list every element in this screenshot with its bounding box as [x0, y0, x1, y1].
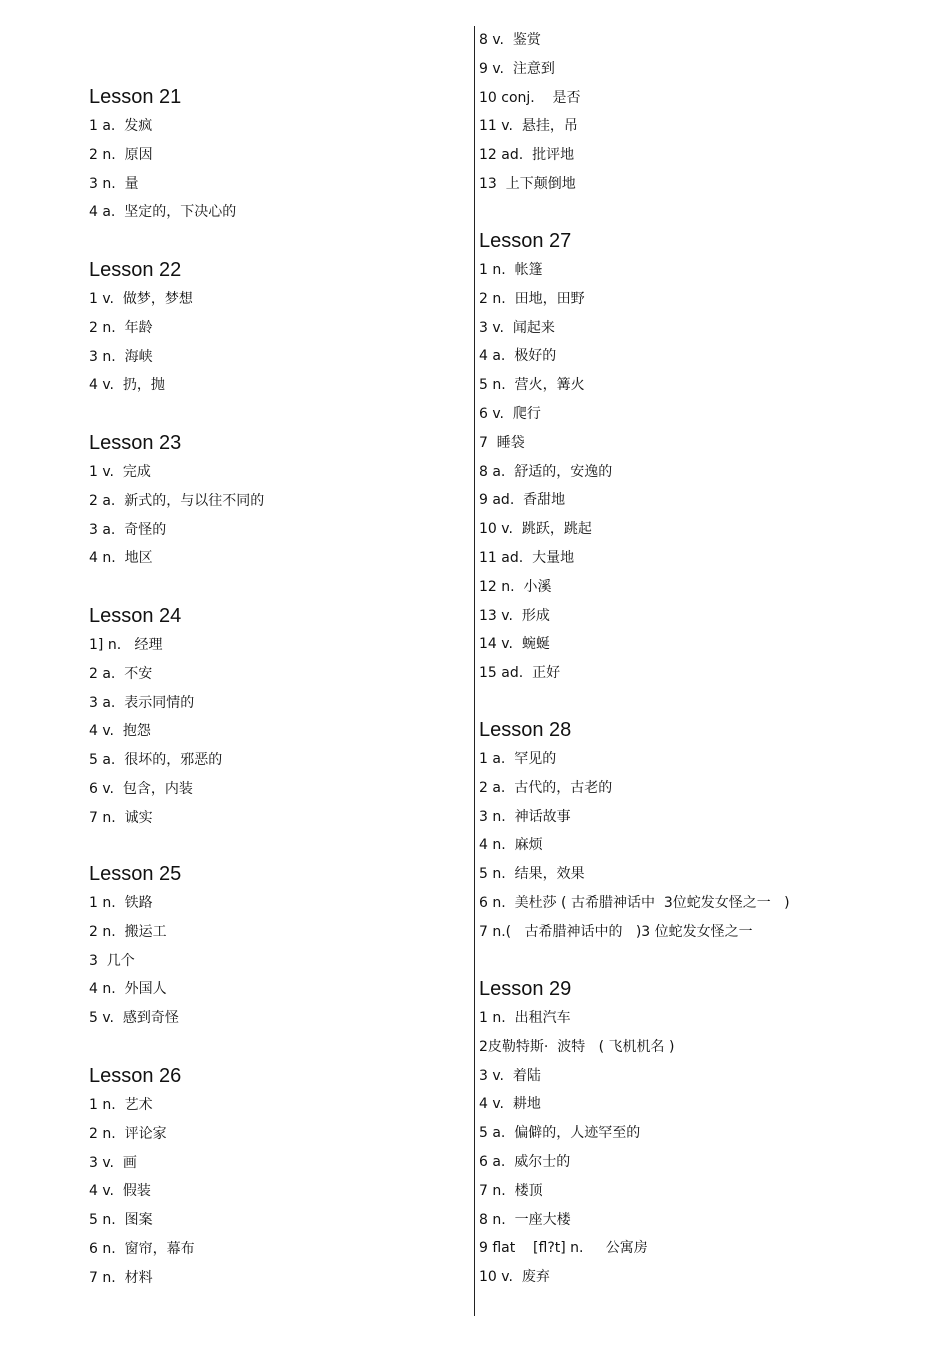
vocab-entry: 4 n. 麻烦	[479, 837, 543, 854]
vocab-entry: 9 ad. 香甜地	[479, 492, 566, 509]
lesson-block	[89, 1062, 195, 1293]
vocab-entry: 8 a. 舒适的，安逸的	[479, 463, 613, 480]
lesson-title: Lesson 26	[89, 1065, 182, 1087]
vocab-entry: 4 a. 坚定的，下决心的	[89, 204, 237, 221]
vocab-entry: 15 ad. 正好	[479, 665, 561, 682]
vocab-entry: 10 conj. 是否	[479, 89, 581, 106]
lesson-block	[479, 975, 674, 1292]
vocab-entry: 5 n. 结果，效果	[479, 866, 585, 883]
lesson-block	[479, 716, 790, 947]
vocab-entry: 7 睡袋	[479, 434, 525, 451]
vocab-entry: 7 n. 材料	[89, 1269, 153, 1286]
vocab-entry: 4 v. 耕地	[479, 1096, 541, 1113]
vocab-entry: 7 n. 诚实	[89, 809, 153, 826]
vocab-entry: 1 v. 完成	[89, 464, 151, 480]
vocab-entry: 7 n. 楼顶	[479, 1182, 543, 1199]
vocab-entry: 3 v. 闻起来	[479, 319, 555, 336]
vocab-entry: 13 v. 形成	[479, 607, 550, 624]
vocab-entry: 5 v. 感到奇怪	[89, 1010, 179, 1027]
vocab-entry: 4 v. 抱怨	[89, 723, 151, 740]
vocab-entry: 1 n. 帐篷	[479, 262, 543, 278]
lesson-block	[89, 83, 236, 227]
lesson-title: Lesson 25	[89, 863, 182, 885]
vocab-entry: 5 a. 很坏的，邪恶的	[89, 752, 223, 769]
column-divider	[474, 26, 475, 1316]
vocab-entry: 2 a. 不安	[89, 665, 153, 682]
vocab-entry: 4 n. 外国人	[89, 981, 167, 998]
vocab-entry: 1] n. 经理	[89, 637, 163, 653]
lesson-title: Lesson 27	[479, 230, 572, 252]
lesson-title: Lesson 22	[89, 259, 182, 281]
lesson-title: Lesson 21	[89, 86, 182, 108]
vocab-entry: 11 v. 悬挂，吊	[479, 118, 578, 135]
vocab-entry: 4 n. 地区	[89, 550, 153, 567]
vocab-entry: 2 a. 新式的，与以往不同的	[89, 492, 265, 509]
vocab-entry: 3 n. 神话故事	[479, 808, 571, 825]
lesson-block	[479, 227, 612, 688]
vocab-entry: 9 v. 注意到	[479, 60, 555, 77]
vocab-entry: 6 n. 美杜莎 ( 古希腊神话中 3位蛇发女怪之一 )	[479, 894, 790, 911]
lesson-title: Lesson 23	[89, 432, 182, 454]
vocab-entry: 11 ad. 大量地	[479, 549, 575, 566]
vocab-entry: 1 n. 出租汽车	[479, 1010, 571, 1026]
vocab-entry: 8 n. 一座大楼	[479, 1211, 571, 1228]
vocab-entry: 10 v. 跳跃，跳起	[479, 521, 592, 538]
vocab-entry: 13 上下颠倒地	[479, 175, 576, 192]
vocab-entry: 6 v. 爬行	[479, 405, 541, 422]
vocab-entry: 3 a. 表示同情的	[89, 694, 195, 711]
vocab-entry: 2 n. 原因	[89, 146, 153, 163]
vocab-entry: 1 n. 艺术	[89, 1097, 153, 1113]
lesson-title: Lesson 24	[89, 605, 182, 627]
vocab-entry: 5 n. 图案	[89, 1212, 153, 1229]
vocab-entry: 8 v. 鉴赏	[479, 32, 541, 48]
vocab-entry: 6 a. 威尔士的	[479, 1153, 571, 1170]
vocab-entry: 9 flat [fl?t] n. 公寓房	[479, 1240, 648, 1257]
vocab-entry: 1 a. 罕见的	[479, 751, 557, 767]
lesson-title: Lesson 29	[479, 978, 572, 1000]
vocab-entry: 12 ad. 批评地	[479, 147, 575, 164]
vocab-entry: 5 n. 营火，篝火	[479, 377, 585, 394]
vocab-entry: 6 v. 包含，内装	[89, 780, 193, 797]
vocab-entry: 12 n. 小溪	[479, 578, 552, 595]
lesson-block	[89, 860, 181, 1033]
vocab-entry: 6 n. 窗帘，幕布	[89, 1240, 195, 1257]
vocab-entry: 2 n. 评论家	[89, 1125, 167, 1142]
lesson-block	[89, 602, 222, 833]
vocab-entry: 3 v. 画	[89, 1154, 137, 1171]
vocab-entry: 5 a. 偏僻的，人迹罕至的	[479, 1125, 641, 1142]
vocab-entry: 3 v. 着陆	[479, 1067, 541, 1084]
lesson-block	[479, 26, 581, 199]
vocab-entry: 4 a. 极好的	[479, 348, 557, 365]
vocab-entry: 3 a. 奇怪的	[89, 521, 167, 538]
vocab-entry: 7 n.( 古希腊神话中的 )3 位蛇发女怪之一	[479, 923, 753, 940]
vocab-entry: 2 n. 田地，田野	[479, 290, 585, 307]
vocab-entry: 4 v. 假装	[89, 1183, 151, 1200]
vocab-entry: 1 v. 做梦，梦想	[89, 291, 193, 307]
vocab-entry: 3 几个	[89, 952, 135, 969]
vocab-entry: 3 n. 量	[89, 175, 139, 192]
vocab-entry: 10 v. 废弃	[479, 1269, 550, 1286]
vocab-entry: 2 a. 古代的，古老的	[479, 779, 613, 796]
vocab-entry: 2皮勒特斯· 波特 ( 飞机机名 )	[479, 1038, 675, 1055]
vocab-entry: 2 n. 搬运工	[89, 923, 167, 940]
vocab-entry: 14 v. 蜿蜒	[479, 636, 550, 653]
lesson-block	[89, 429, 264, 573]
vocab-entry: 2 n. 年龄	[89, 319, 153, 336]
vocab-entry: 3 n. 海峡	[89, 348, 153, 365]
vocab-entry: 1 n. 铁路	[89, 895, 153, 911]
lesson-block	[89, 256, 193, 400]
vocab-entry: 4 v. 扔，抛	[89, 377, 165, 394]
vocab-entry: 1 a. 发疯	[89, 118, 153, 134]
lesson-title: Lesson 28	[479, 719, 572, 741]
